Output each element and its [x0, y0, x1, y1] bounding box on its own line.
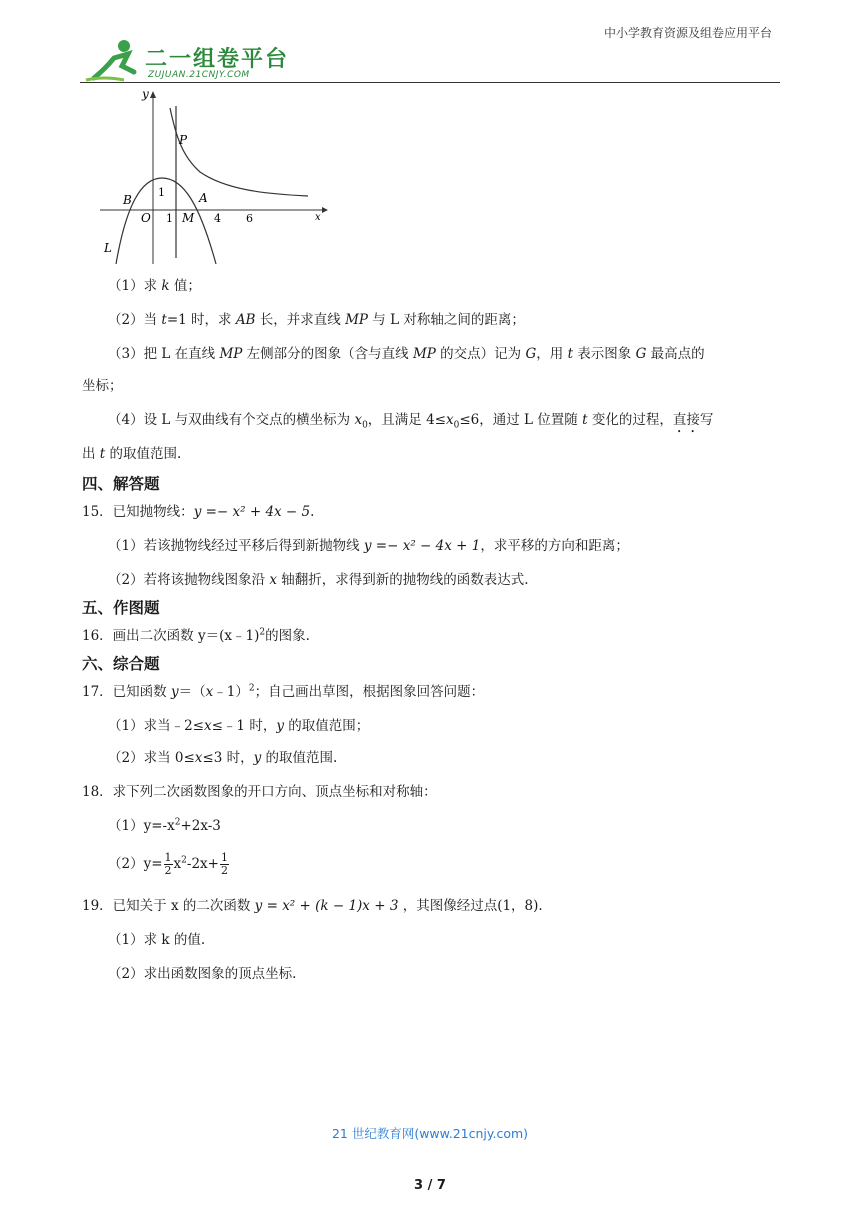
y-axis-label: y [142, 87, 149, 101]
q19-stem: 19．已知关于 x 的二次函数 y = x² + (k − 1)x + 3 ，其图像经过点(1，8). [82, 898, 543, 914]
section-heading-4: 四、解答题 [82, 475, 160, 493]
q14-part4: （4）设 L 与双曲线有个交点的横坐标为 $x_0$，且满足 $4\le x_0\le 6$，通过 L 位置随 t 变化的过程，直接写 [108, 412, 714, 431]
tick-four: 4 [214, 212, 221, 225]
label-one-y: 1 [158, 186, 165, 199]
q17-part1: （1）求当﹣2≤x≤﹣1 时，y 的取值范围； [108, 718, 370, 734]
logo-url: ZUJUAN.21CNJY.COM [148, 70, 250, 80]
label-l: L [104, 241, 112, 255]
fraction: $\frac{1}{2}$ [220, 851, 228, 877]
q18-stem: 18．求下列二次函数图象的开口方向、顶点坐标和对称轴： [82, 784, 437, 800]
function-graph [96, 86, 336, 266]
q17-stem: 17．已知函数 y＝（x﹣1）$^2$；自己画出草图，根据图象回答问题： [82, 683, 485, 700]
q18-part2: （2）y= $\frac{1}{2}$ $x^2-2x+$ $\frac{1}{2}$ [108, 851, 228, 877]
section-heading-6: 六、综合题 [82, 655, 160, 673]
footer-link[interactable]: 21 世纪教育网(www.21cnjy.com) [331, 1126, 529, 1141]
q17-part2: （2）求当 0≤x≤3 时，y 的取值范围. [108, 750, 338, 766]
tick-six: 6 [246, 212, 253, 225]
label-o: O [141, 211, 151, 225]
q15-part2: （2）若将该抛物线图象沿 x 轴翻折，求得到新的抛物线的函数表达式. [108, 572, 529, 588]
label-p: P [179, 133, 188, 147]
page-number: 3 / 7 [414, 1178, 446, 1193]
q15-part1: （1）若该抛物线经过平移后得到新抛物线 y =− x² − 4x + 1，求平移的方向和距离； [108, 538, 629, 554]
q19-part2: （2）求出函数图象的顶点坐标. [108, 966, 297, 982]
y-axis-arrow [150, 91, 156, 98]
q14-part3-cont: 坐标； [82, 378, 123, 394]
logo-text: 二一组卷平台 [145, 47, 290, 72]
q16-stem: 16．画出二次函数 y＝(x﹣1)$^2$的图象. [82, 627, 310, 644]
header-divider [80, 82, 780, 83]
label-one-x: 1 [166, 212, 173, 225]
q18-part1: $(1)y=-x^2+2x-3$ [108, 817, 221, 834]
section-heading-5: 五、作图题 [82, 599, 160, 617]
x-axis-label: x [315, 212, 321, 223]
q19-part1: （1）求 k 的值. [108, 932, 206, 948]
fraction: $\frac{1}{2}$ [164, 851, 172, 877]
label-b: B [123, 193, 132, 207]
q14-part1: （1）求 k 值； [108, 278, 201, 294]
q15-stem: 15．已知抛物线：y =− x² + 4x − 5. [82, 504, 315, 520]
logo-icon [84, 38, 144, 82]
hyperbola-curve [170, 108, 308, 196]
label-m: M [182, 211, 195, 225]
label-a: A [199, 191, 208, 205]
q14-part4-cont: 出 t 的取值范围. [82, 446, 182, 462]
platform-title: 中小学教育资源及组卷应用平台 [603, 26, 772, 40]
q14-part3: （3）把 L 在直线 MP 左侧部分的图象（含与直线 MP 的交点）记为 G，用 t 表示图象 G 最高点的 [108, 346, 705, 362]
q14-part2: （2）当 t=1 时，求 AB 长，并求直线 MP 与 L 对称轴之间的距离； [108, 312, 525, 328]
x-axis-arrow [322, 207, 328, 213]
